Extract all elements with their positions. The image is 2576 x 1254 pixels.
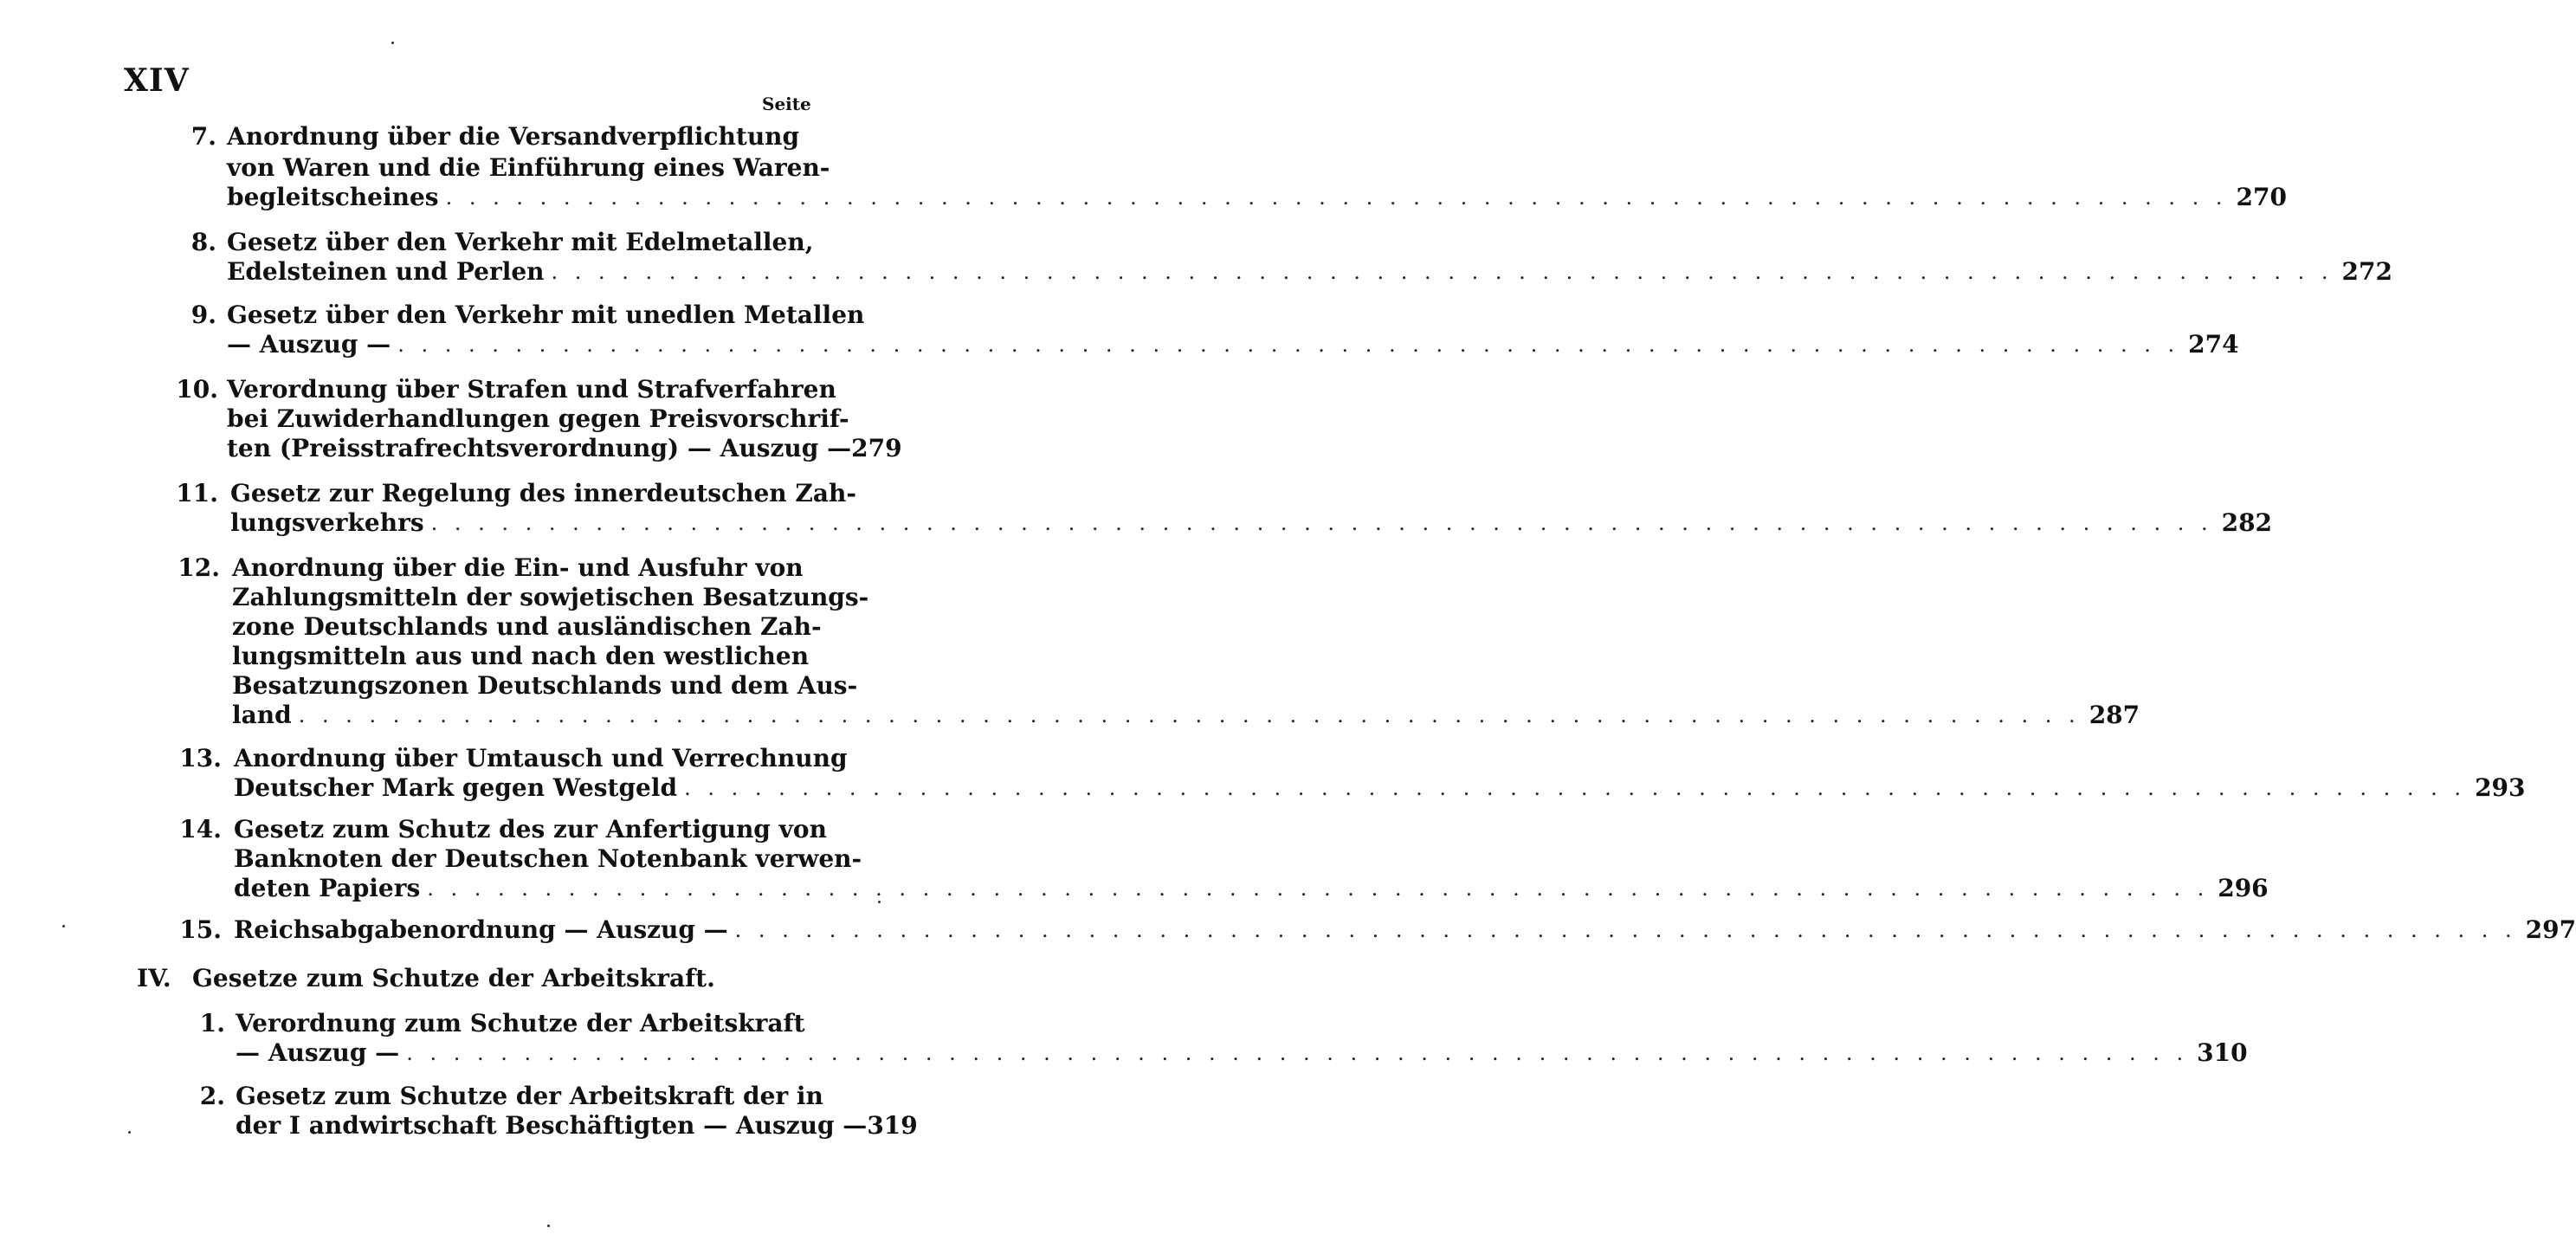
dot-leader [397,327,2179,362]
entry-number: 13. [179,744,222,772]
dot-leader [552,255,2334,289]
entry-number: 9. [190,301,216,329]
entry-line: Verordnung zum Schutze der Arbeitskraft [236,1009,805,1037]
entry-number: 15. [179,915,222,944]
entry-line: Gesetz zum Schutz des zur Anfertigung von [234,815,827,844]
scan-speck [391,42,394,44]
entry-number: 7. [190,122,216,151]
entry-leader-line: — Auszug — . . . 274 [227,327,809,362]
entry-page: 272 [2341,257,2392,286]
entry-line: Anordnung über Umtausch und Verrechnung [234,744,848,772]
entry-page: 319 [867,1111,918,1140]
dot-leader [427,871,2209,906]
entry-number: 1. [199,1009,225,1037]
entry-line: Banknoten der Deutschen Notenbank verwen- [234,844,862,873]
entry-leader-line: Edelsteinen und Perlen . . . 272 [227,255,809,289]
entry-leader-line: Reichsabgabenordnung — Auszug — . . . 297 [234,913,817,947]
entry-line: Gesetz zum Schutze der Arbeitskraft der in [236,1082,823,1110]
scan-speck [128,1131,131,1134]
entry-page: 293 [2475,773,2526,802]
page-folio: XIV [124,62,190,99]
entry-number: 8. [190,228,216,256]
entry-line: zone Deutschlands und ausländischen Zah- [232,612,822,641]
entry-line: Gesetz über den Verkehr mit Edelmetallen, [227,228,814,256]
dot-leader [406,1036,2188,1070]
entry-line: lungsmitteln aus und nach den westlichen [232,642,810,670]
entry-leader-line: der I andwirtschaft Beschäftigten — Auszug — 319 [236,1109,817,1143]
entry-leader-line: land . . . 287 [232,698,814,733]
entry-line: Besatzungszonen Deutschlands und dem Aus- [232,671,858,700]
entry-line: Anordnung über die Ein- und Ausfuhr von [232,553,804,582]
entry-leader-line: — Auszug — . . . 310 [236,1036,817,1070]
dot-leader [299,698,2081,733]
entry-number: 12. [178,553,220,582]
entry-page: 297 [2525,915,2576,944]
entry-line: Verordnung über Strafen und Strafverfahren [227,375,836,404]
page-column-label: Seite [762,94,811,114]
entry-page: 296 [2218,874,2269,902]
dot-leader [446,180,2228,215]
entry-page: 282 [2221,508,2273,537]
scan-speck [547,1225,550,1227]
scan-speck [62,925,65,928]
entry-page: 287 [2089,701,2140,729]
dot-leader [431,506,2213,540]
scan-speck [878,901,881,903]
dot-leader [684,771,2466,805]
entry-leader-line: ten (Preisstrafrechtsverordnung) — Auszug — 279 [227,431,809,466]
entry-number: 14. [179,815,222,844]
entry-line: Anordnung über die Versandverpflichtung [227,122,800,151]
dot-leader [735,913,2517,947]
entry-leader-line: begleitscheines . . . 270 [227,180,809,215]
entry-line: Gesetz über den Verkehr mit unedlen Metallen [227,301,865,329]
entry-page: 270 [2236,183,2287,211]
entry-leader-line: Deutscher Mark gegen Westgeld . . . 293 [234,771,816,805]
entry-page: 274 [2188,330,2239,359]
entry-line: Gesetz zur Regelung des innerdeutschen Zah- [230,479,856,507]
entry-number: 11. [176,479,218,507]
entry-number: 10. [176,375,218,404]
entry-number: 2. [199,1082,225,1110]
section-title: Gesetze zum Schutze der Arbeitskraft. [192,964,715,992]
entry-leader-line: deten Papiers . . . 296 [234,871,817,906]
entry-leader-line: lungsverkehrs . . . 282 [230,506,812,540]
entry-page: 310 [2197,1038,2248,1067]
entry-line: von Waren und die Einführung eines Waren- [227,153,830,182]
entry-page: 279 [851,434,902,462]
section-number: IV. [137,964,171,992]
entry-line: Zahlungsmitteln der sowjetischen Besatzungs- [232,583,869,611]
entry-line: bei Zuwiderhandlungen gegen Preisvorschrif- [227,404,849,433]
